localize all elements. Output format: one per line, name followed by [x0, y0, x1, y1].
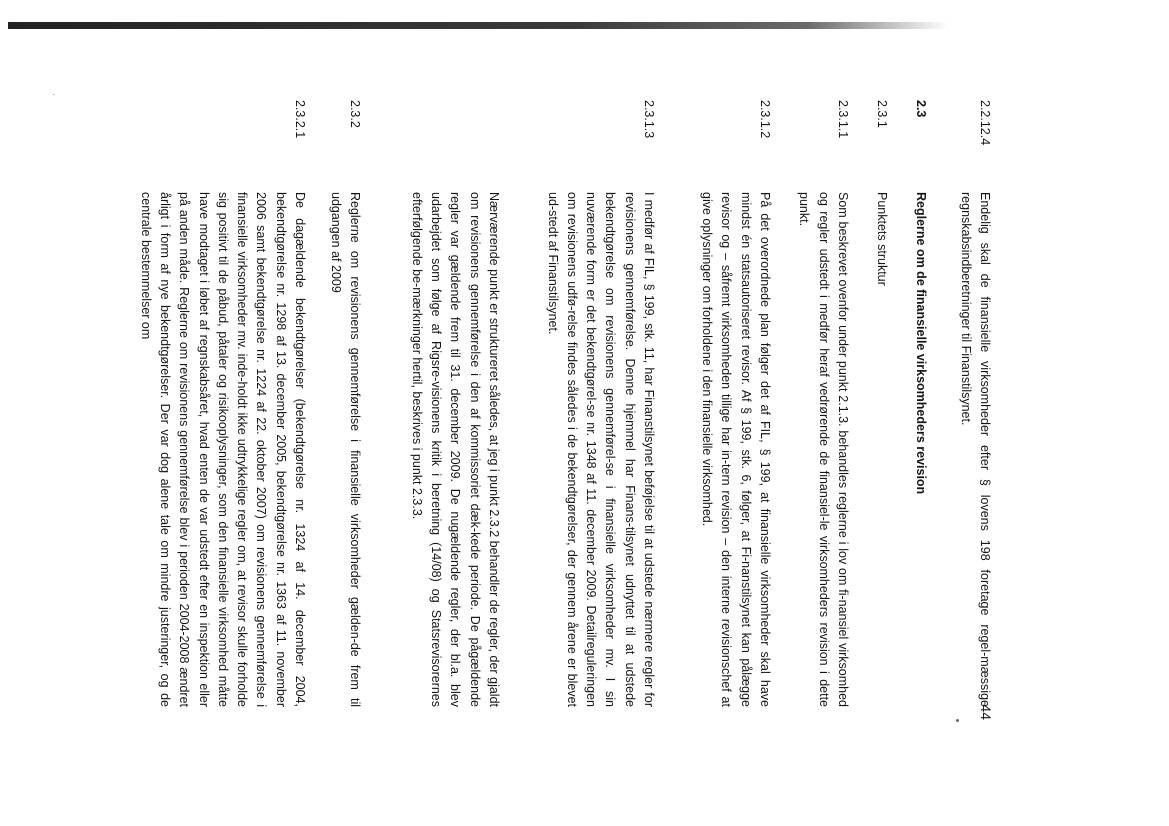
section-text: I medfør af FIL, § 199, stk. 11, har Finanstilsynet beføjelse til at udstede nærmere regler for revisionens gennemførelse. Denne hjemmel har Finans-tilsynet udnyttet til at udstede bekendtgørelse om revisionens gennemførel-se i finansielle virksomheder mv. I sin nuværende form er det bekendtgørel-se nr. 1348 af 11. december 2009. Detailreguleringen om revisionens udfø-relse findes således i de bekendtgørelser, der gennem årene er blevet ud-stedt af Finanstilsynet. [545, 192, 656, 707]
section-2-3 [908, 100, 930, 720]
section-number: 2.2.12.4 [978, 100, 992, 146]
section-heading: Reglerne om revisionens gennemførelse i finansielle virksomheder gælden-de frem til udgangen af 2009 [328, 192, 362, 707]
scan-speck: · [52, 89, 56, 100]
section-2-3-1-3-continued [381, 100, 503, 720]
section-text: Endelig skal de finansielle virksomheder efter § lovens 198 foretage regel-mæssige regnskabsindberetninger til Finanstilsynet. [958, 192, 992, 707]
section-number: 2.3.2 [348, 100, 362, 128]
section-heading: Reglerne om de finansielle virksomheders revision [914, 192, 928, 495]
page-number: 44 [978, 704, 994, 720]
scan-edge-bar [8, 22, 948, 29]
section-number: 2.3.1.1 [836, 100, 850, 139]
section-2-3-2-1 [77, 100, 309, 720]
section-text: Som beskrevet ovenfor under punkt 2.1.3. behandles reglerne i lov om fi-nansiel virksomhed og regler udstedt i medfør heraf vedrørende de finansiel-le virksomheders revision i dette punkt. [797, 192, 850, 707]
section-number: 2.3.1.3 [642, 100, 656, 139]
section-number: 2.3.1.2 [758, 100, 772, 139]
section-2-3-1 [869, 100, 891, 720]
section-number: 2.3.1 [875, 100, 889, 128]
section-2-3-1-3 [518, 100, 658, 720]
rotated-document-page [0, 100, 1000, 720]
section-2-3-1-1 [788, 100, 852, 720]
section-text: De dagældende bekendtgørelser (bekendtgørelse nr. 1324 af 14. december 2004, bekendtgørelse nr. 1298 af 13. december 2005, bekendtgørelse nr. 1363 af 11. november 2006 samt bekendtgørelse nr. 1224 af 22. oktober 2007) om revisionens gennemførelse i finansielle virksomheder mv. inde-holdt ikke udtrykkelige regler om, at revisor skulle forholde sig positivt til de påbud, påtaler og risikooplysninger, som den finansielle virksomhed måtte have modtaget i løbet af regnskabsåret, hvad enten de var udstedt efter en inspektion eller på anden måde. Reglerne om revisionens gennemførelse blev i perioden 2004-2008 ændret årligt i form af nye bekendtgørelser. Der var dog alene tale om mindre justeringer, og de centrale bestemmelser om [138, 192, 307, 707]
section-2-3-1-2 [670, 100, 774, 720]
section-number: 2.3.2.1 [293, 100, 307, 139]
section-2-3-2 [322, 100, 364, 720]
section-2-2-12-4 [948, 100, 994, 720]
section-number: 2.3 [914, 100, 928, 118]
section-heading: Punktets struktur [875, 192, 889, 286]
section-text: Nærværende punkt er struktureret således, at jeg i punkt 2.3.2 behandler de regler, der gjaldt om revisionens gennemførelse i den af kommissoriet dæk-kede periode. De pågældende regler var gældende frem til 31. december 2009. De nugældende regler, der bl.a. blev udarbejdet som følge af Rigsre-visionens kritik i beretning (14/08) og Statsrevisorernes efterfølgende be-mærkninger hertil, beskrives i punkt 2.3.3. [409, 192, 501, 707]
section-text: På det overordnede plan følger det af FIL, § 199, at finansielle virksomheder skal have mindst én statsautoriseret revisor. Af § 199, stk. 6, følger, at Fi-nanstilsynet kan pålægge revisor og – såfremt virksomheden tillige har in-tern revision – den interne revisionschef at give oplysninger om forholdene i den finansielle virksomhed. [700, 192, 772, 707]
